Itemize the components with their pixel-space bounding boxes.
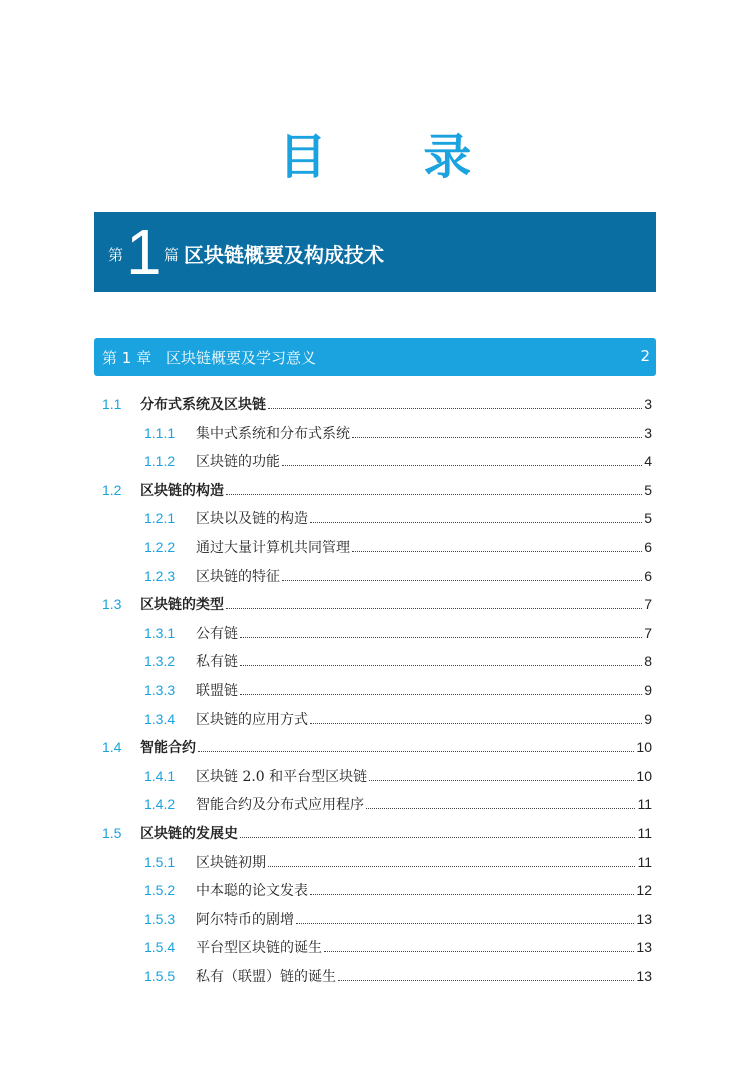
toc-leader-dots xyxy=(268,865,635,867)
toc-entry-number: 1.1.1 xyxy=(144,424,176,441)
toc-leader-dots xyxy=(226,607,642,609)
toc-entry-page: 4 xyxy=(644,453,652,470)
toc-leader-dots xyxy=(324,950,634,952)
toc-leader-dots xyxy=(310,722,642,724)
toc-entry-page: 13 xyxy=(636,968,652,984)
toc-entry-number: 1.2.2 xyxy=(144,539,176,555)
toc-leader-dots xyxy=(282,579,642,581)
toc-subsection-entry[interactable] xyxy=(144,679,652,701)
toc-entry-page: 13 xyxy=(636,910,652,927)
part-banner xyxy=(94,212,656,292)
chapter-label: 第 1 章 xyxy=(102,349,152,367)
toc-leader-dots xyxy=(296,922,634,924)
toc-section-entry[interactable] xyxy=(102,822,652,844)
toc-entry-title: 区块链的发展史 xyxy=(140,826,238,842)
toc-entry-title: 私有链 xyxy=(196,654,238,671)
toc-entry-page: 7 xyxy=(644,624,652,641)
toc-entry-page: 10 xyxy=(636,739,652,756)
toc-subsection-entry[interactable] xyxy=(144,422,652,444)
toc-entry-title: 分布式系统及区块链 xyxy=(140,397,266,413)
toc-entry-number: 1.5.4 xyxy=(144,939,176,956)
toc-entry-page: 7 xyxy=(644,596,652,613)
toc-subsection-entry[interactable] xyxy=(144,536,652,558)
toc-leader-dots xyxy=(240,664,642,666)
toc-subsection-entry[interactable] xyxy=(144,908,652,930)
toc-entry-title: 智能合约 xyxy=(140,740,196,757)
toc-leader-dots xyxy=(240,693,642,695)
chapter-heading[interactable] xyxy=(94,338,656,376)
toc-leader-dots xyxy=(310,521,642,523)
toc-entry-number: 1.4 xyxy=(102,739,122,756)
toc-entry-number: 1.4.2 xyxy=(144,796,176,813)
toc-leader-dots xyxy=(282,464,642,466)
toc-entry-title: 联盟链 xyxy=(196,683,238,699)
toc-subsection-entry[interactable] xyxy=(144,650,652,672)
toc-entry-title: 区块链的应用方式 xyxy=(196,711,308,728)
part-suffix: 篇 xyxy=(164,246,180,264)
toc-subsection-entry[interactable] xyxy=(144,879,652,901)
toc-leader-dots xyxy=(198,750,634,752)
toc-subsection-entry[interactable] xyxy=(144,765,652,787)
toc-entry-number: 1.1.2 xyxy=(144,453,176,470)
toc-entry-page: 9 xyxy=(644,710,652,727)
toc-entry-page: 11 xyxy=(637,796,652,813)
toc-entry-title: 区块链初期 xyxy=(196,854,266,871)
toc-entry-title: 区块链的特征 xyxy=(196,568,280,585)
toc-subsection-entry[interactable] xyxy=(144,708,652,730)
page-title: 目 录 xyxy=(278,129,512,185)
toc-entry-number: 1.5 xyxy=(102,825,122,841)
toc-leader-dots xyxy=(310,893,634,895)
toc-entry-number: 1.2.1 xyxy=(144,510,176,527)
toc-subsection-entry[interactable] xyxy=(144,965,652,987)
toc-entry-number: 1.3 xyxy=(102,596,122,613)
toc-entry-title: 区块链的功能 xyxy=(196,454,280,471)
toc-entry-page: 11 xyxy=(637,825,652,841)
toc-entry-page: 5 xyxy=(644,481,652,498)
toc-entry-number: 1.5.1 xyxy=(144,853,176,870)
toc-entry-number: 1.5.3 xyxy=(144,910,176,927)
toc-entry-number: 1.1 xyxy=(102,396,122,412)
toc-entry-number: 1.3.2 xyxy=(144,653,176,670)
toc-entry-page: 6 xyxy=(644,567,652,584)
toc-entry-page: 8 xyxy=(644,653,652,670)
toc-entry-title: 智能合约及分布式应用程序 xyxy=(196,797,364,814)
toc-entry-title: 区块链的构造 xyxy=(140,482,224,499)
toc-leader-dots xyxy=(268,407,642,409)
toc-entry-title: 公有链 xyxy=(196,625,238,642)
toc-entry-number: 1.5.5 xyxy=(144,968,176,984)
toc-entry-page: 3 xyxy=(644,396,652,412)
part-prefix: 第 xyxy=(108,246,124,264)
chapter-page: 2 xyxy=(640,347,650,365)
toc-leader-dots xyxy=(352,550,642,552)
toc-subsection-entry[interactable] xyxy=(144,793,652,815)
toc-leader-dots xyxy=(369,779,634,781)
toc-section-entry[interactable] xyxy=(102,393,652,415)
toc-leader-dots xyxy=(240,636,642,638)
toc-entry-page: 9 xyxy=(644,682,652,698)
toc-entry-title: 集中式系统和分布式系统 xyxy=(196,425,350,442)
toc-entry-page: 3 xyxy=(644,424,652,441)
toc-entry-title: 中本聪的论文发表 xyxy=(196,883,308,900)
toc-entry-title: 阿尔特币的剧增 xyxy=(196,911,294,928)
toc-entry-title: 区块以及链的构造 xyxy=(196,511,308,528)
toc-subsection-entry[interactable] xyxy=(144,450,652,472)
toc-entry-number: 1.3.3 xyxy=(144,682,176,698)
toc-entry-page: 5 xyxy=(644,510,652,527)
toc-entry-title: 通过大量计算机共同管理 xyxy=(196,540,350,556)
toc-leader-dots xyxy=(338,979,634,981)
toc-subsection-entry[interactable] xyxy=(144,507,652,529)
toc-entry-page: 11 xyxy=(637,853,652,870)
toc-leader-dots xyxy=(226,493,642,495)
part-title: 区块链概要及构成技术 xyxy=(184,243,384,267)
toc-subsection-entry[interactable] xyxy=(144,565,652,587)
toc-entry-number: 1.3.1 xyxy=(144,624,176,641)
toc-entry-number: 1.3.4 xyxy=(144,710,176,727)
toc-entry-page: 12 xyxy=(636,882,652,899)
chapter-title: 区块链概要及学习意义 xyxy=(166,349,317,367)
toc-entry-number: 1.2 xyxy=(102,481,122,498)
toc-entry-page: 13 xyxy=(636,939,652,956)
toc-entry-title: 区块链 2.0 和平台型区块链 xyxy=(196,768,368,785)
toc-subsection-entry[interactable] xyxy=(144,622,652,644)
part-number: 1 xyxy=(126,216,162,288)
toc-entry-title: 区块链的类型 xyxy=(140,597,224,614)
toc-entry-number: 1.2.3 xyxy=(144,567,176,584)
toc-entry-page: 6 xyxy=(644,539,652,555)
toc-leader-dots xyxy=(352,436,642,438)
toc-entry-number: 1.4.1 xyxy=(144,767,176,784)
toc-subsection-entry[interactable] xyxy=(144,851,652,873)
toc-leader-dots xyxy=(366,807,635,809)
toc-entry-title: 平台型区块链的诞生 xyxy=(196,940,322,957)
toc-subsection-entry[interactable] xyxy=(144,936,652,958)
toc-section-entry[interactable] xyxy=(102,736,652,758)
toc-entry-page: 10 xyxy=(636,767,652,784)
toc-entry-number: 1.5.2 xyxy=(144,882,176,899)
toc-section-entry[interactable] xyxy=(102,479,652,501)
toc-section-entry[interactable] xyxy=(102,593,652,615)
toc-entry-title: 私有（联盟）链的诞生 xyxy=(196,969,336,985)
toc-leader-dots xyxy=(240,836,635,838)
